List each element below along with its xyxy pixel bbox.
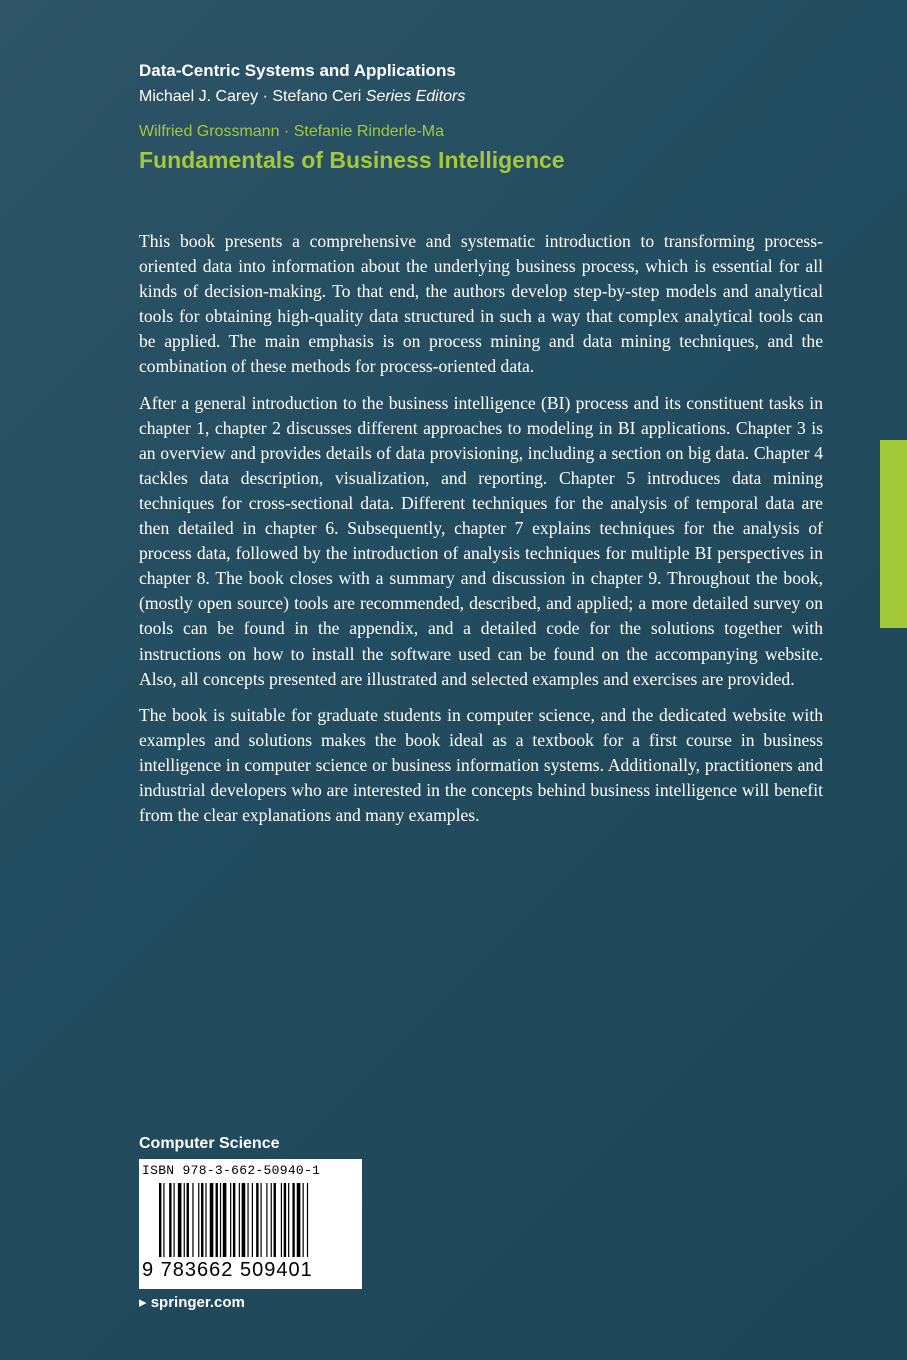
description: [139, 229, 823, 839]
series-editors-role: Series Editors: [365, 88, 466, 105]
barcode-bar: [271, 1183, 272, 1257]
publisher-website-link[interactable]: ▸ springer.com: [139, 1294, 245, 1311]
series-editors-names: Michael J. Carey · Stefano Ceri: [139, 88, 362, 105]
barcode-bar: [242, 1183, 246, 1257]
isbn-label: ISBN 978-3-662-50940-1: [142, 1163, 321, 1178]
barcode-bar: [256, 1183, 258, 1257]
barcode-bar: [169, 1183, 171, 1257]
barcode-bar: [230, 1183, 231, 1257]
barcode-bar: [163, 1183, 164, 1257]
barcode-bar: [284, 1183, 286, 1257]
barcode-bar: [297, 1183, 301, 1257]
barcode-bar: [261, 1183, 262, 1257]
barcode-bar: [292, 1183, 294, 1257]
barcode-bar: [159, 1183, 161, 1257]
barcode-bar: [307, 1183, 308, 1257]
book-authors: Wilfried Grossmann · Stefanie Rinderle-Ma: [139, 123, 444, 140]
barcode-bar: [174, 1183, 175, 1257]
barcode-bar: [205, 1183, 206, 1257]
barcode-bar: [303, 1183, 304, 1257]
barcode-bar: [178, 1183, 182, 1257]
side-color-tab: [880, 440, 907, 628]
barcode-bar: [274, 1183, 276, 1257]
isbn-barcode: [139, 1159, 362, 1289]
series-editors: [139, 84, 839, 110]
barcode-bar: [266, 1183, 267, 1257]
barcode-bar: [198, 1183, 199, 1257]
book-title: Fundamentals of Business Intelligence: [139, 147, 565, 173]
barcode-bar: [184, 1183, 185, 1257]
barcode-bar: [220, 1183, 221, 1257]
subject-category: Computer Science: [139, 1135, 280, 1152]
barcode-bar: [252, 1183, 253, 1257]
barcode-bar: [210, 1183, 214, 1257]
series-title: Data-Centric Systems and Applications: [139, 61, 456, 80]
barcode-bars-icon: [159, 1183, 355, 1257]
description-paragraph-2: After a general introduction to the business intelligence (BI) process and its constituent tasks in chapter 1, chapter 2 discusses different approaches to modeling in BI applications. Chapter 3 is an overview and provides details of data provisioning, including a section on big data. Chapter 4 tackles data description, visualization, and reporting. Chapter 5 introduces data mining techniques for cross-sectional data. Different techniques for the analysis of temporal data are then detailed in chapter 6. Subsequently, chapter 7 explains techniques for the analysis of process data, followed by the introduction of analysis techniques for multiple BI perspectives in chapter 8. The book closes with a summary and discussion in chapter 9. Throughout the book, (mostly open source) tools are recommended, described, and applied; a more detailed survey on tools can be found in the appendix, and a detailed code for the solutions together with instructions on how to install the software used can be found on the accompanying website. Also, all concepts presented are illustrated and selected examples and exercises are provided.: [139, 392, 823, 689]
barcode-bar: [192, 1183, 193, 1257]
ean-digits: 9 783662 509401: [142, 1259, 313, 1281]
barcode-bar: [216, 1183, 218, 1257]
barcode-bar: [201, 1183, 203, 1257]
barcode-bar: [187, 1183, 189, 1257]
cover-header: [139, 58, 839, 176]
barcode-bar: [288, 1183, 289, 1257]
barcode-bar: [247, 1183, 248, 1257]
barcode-bar: [281, 1183, 282, 1257]
description-paragraph-1: This book presents a comprehensive and systematic introduction to transforming process-oriented data into information about the underlying business process, which is essential for all kinds of decision-making. To that end, the authors develop step-by-step models and analytical tools for obtaining high-quality data structured in such a way that complex analytical tools can be applied. The main emphasis is on process mining and data mining techniques, and the combination of these methods for process-oriented data.: [139, 231, 823, 377]
barcode-bar: [223, 1183, 227, 1257]
barcode-bar: [239, 1183, 240, 1257]
barcode-bar: [233, 1183, 235, 1257]
description-paragraph-3: The book is suitable for graduate students in computer science, and the dedicated website with examples and solutions makes the book ideal as a textbook for a first course in business intelligence in computer science or business information systems. Additionally, practitioners and industrial developers who are interested in the concepts behind business intelligence will benefit from the clear explanations and many examples.: [139, 704, 823, 826]
